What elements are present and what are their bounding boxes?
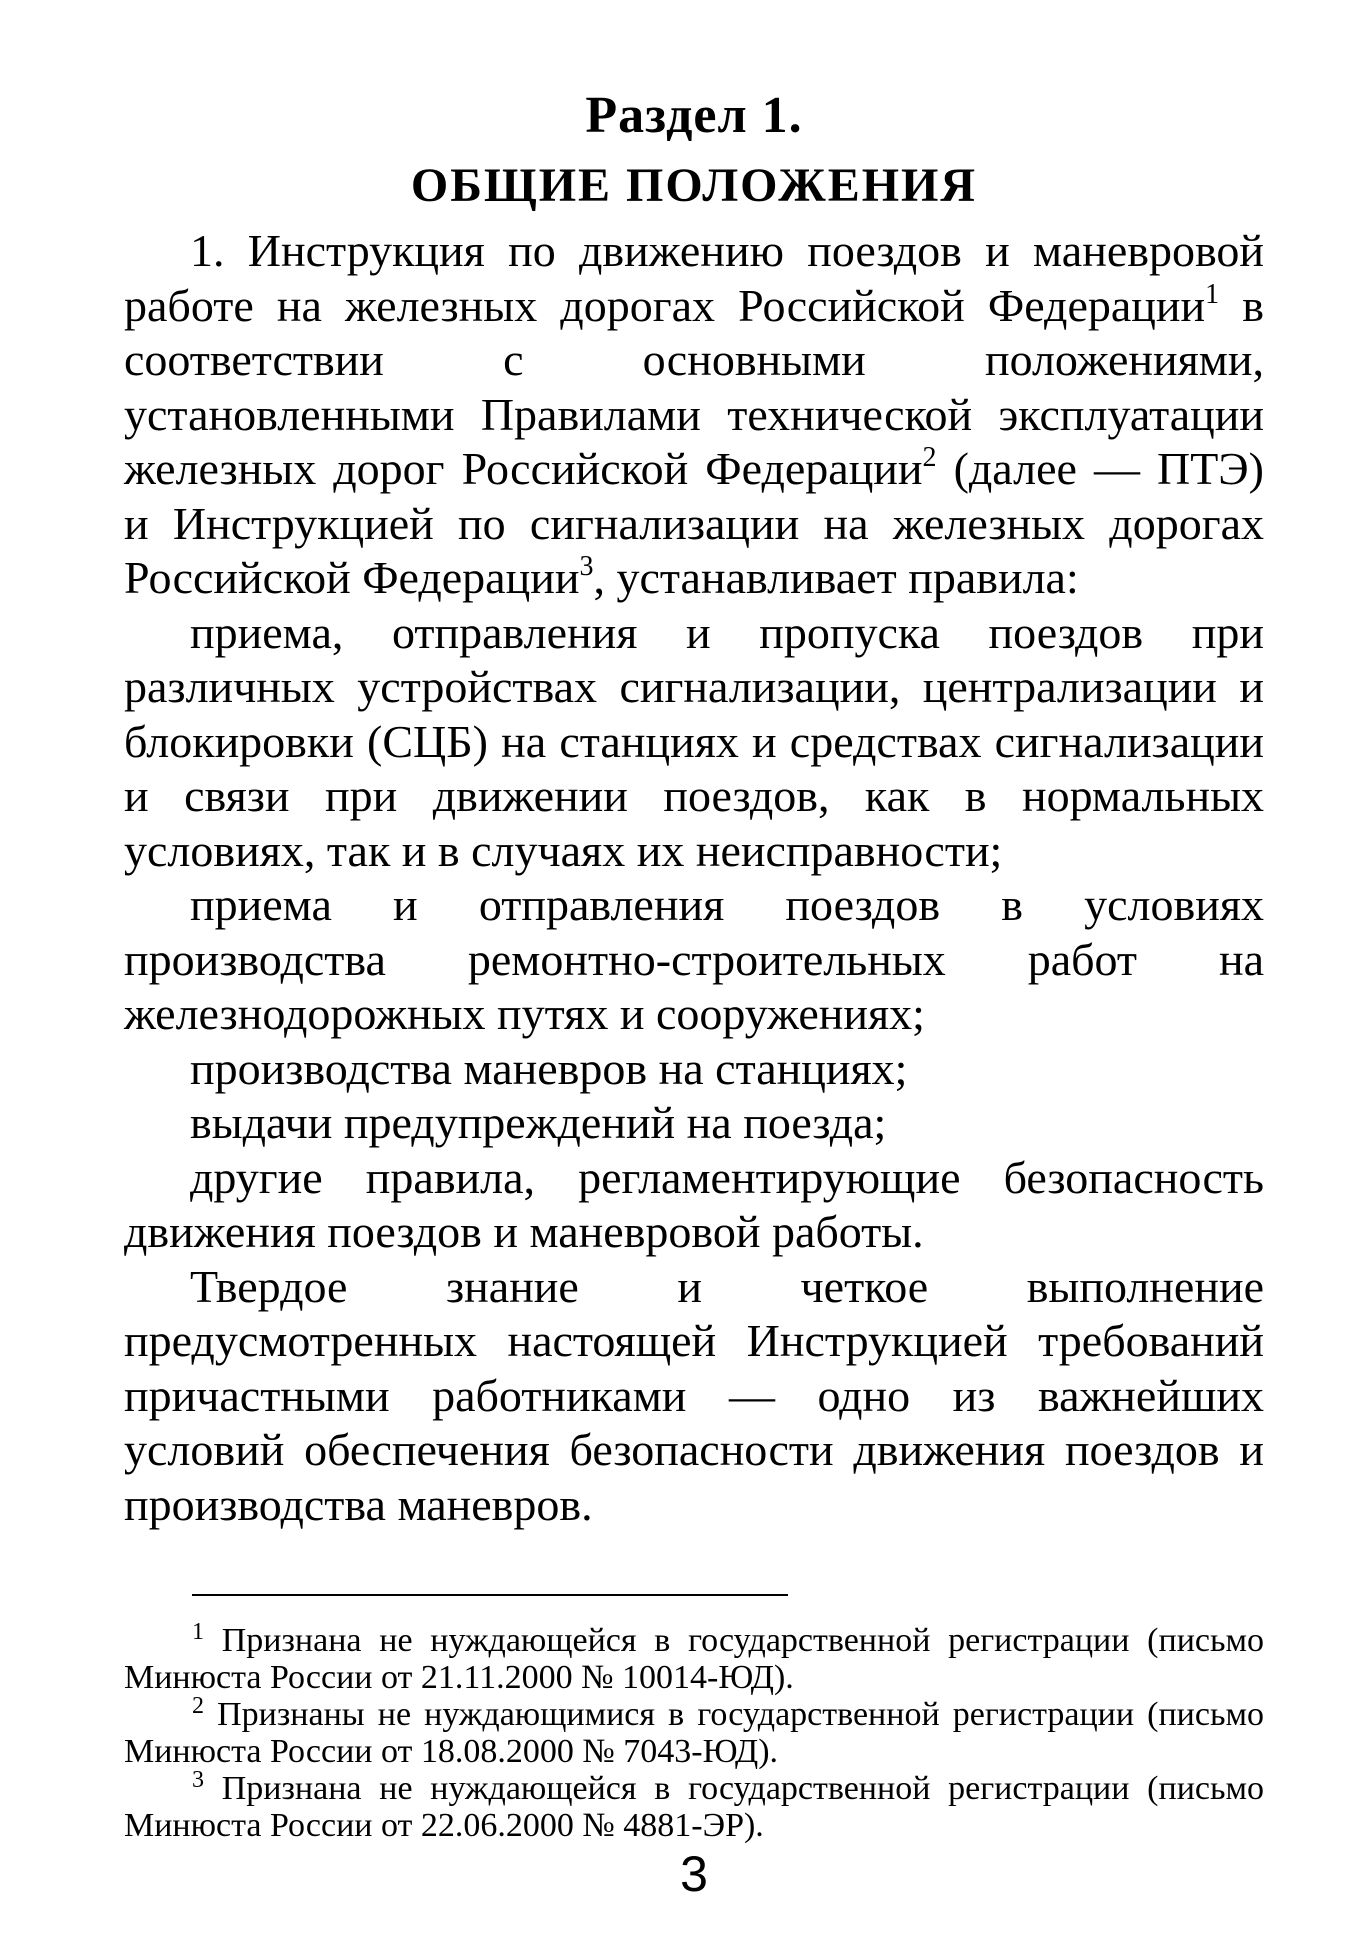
footnote-text: Признаны не нуждающимися в государственной регистрации (письмо Минюста России от 18.08.2000 № 7043-ЮД). bbox=[124, 1696, 1264, 1770]
intro-text-part2: в соответствии с основными положениями, установленными Правилами технической эксплуатации железных дорог Российской Федерации bbox=[124, 279, 1264, 494]
list-item: выдачи предупреждений на поезда; bbox=[190, 1097, 887, 1148]
list-item: другие правила, регламентирующие безопасность движения поездов и маневровой работы. bbox=[124, 1151, 1264, 1257]
closing-paragraph: Твердое знание и четкое выполнение предусмотренных настоящей Инструкцией требований причастными работниками — одно из важнейших условий обеспечения безопасности движения поездов и производства маневров. bbox=[124, 1260, 1264, 1530]
footnote-text: Признана не нуждающейся в государственной регистрации (письмо Минюста России от 22.06.2000 № 4881-ЭР). bbox=[124, 1770, 1264, 1844]
document-body bbox=[124, 224, 1264, 1532]
footnote-mark: 2 bbox=[192, 1693, 204, 1719]
list-item: производства маневров на станциях; bbox=[190, 1042, 908, 1094]
footnotes bbox=[124, 1619, 1264, 1844]
page-number: 3 bbox=[680, 1846, 708, 1902]
intro-text-part3: (далее — ПТЭ) и Инструкцией по сигнализации на железных дорогах Российской Федерации bbox=[124, 443, 1264, 603]
footnote-ref-1: 1 bbox=[1205, 278, 1220, 310]
footnote-text: Признана не нуждающейся в государственной регистрации (письмо Минюста России от 21.11.2000 № 10014-ЮД). bbox=[124, 1622, 1264, 1696]
footnote-mark: 3 bbox=[192, 1767, 204, 1793]
document-page bbox=[124, 84, 1264, 1902]
list-item: приема и отправления поездов в условиях производства ремонтно-строительных работ на железнодорожных путях и сооружениях; bbox=[124, 879, 1264, 1039]
intro-paragraph bbox=[124, 224, 1264, 606]
footnote-divider bbox=[192, 1594, 788, 1596]
footnote-ref-2: 2 bbox=[922, 442, 937, 473]
intro-text-part4: , устанавливает правила: bbox=[593, 552, 1079, 603]
footnote-2 bbox=[124, 1693, 1264, 1770]
footnote-mark: 1 bbox=[192, 1619, 204, 1645]
footnote-ref-3: 3 bbox=[579, 551, 594, 582]
section-label: Раздел 1. bbox=[585, 87, 803, 144]
section-title: ОБЩИЕ ПОЛОЖЕНИЯ bbox=[410, 159, 978, 212]
footnote-1 bbox=[124, 1619, 1264, 1696]
intro-text-part1: 1. Инструкция по движению поездов и маневровой работе на железных дорогах Российской Федерации bbox=[124, 225, 1264, 331]
footnote-3 bbox=[124, 1767, 1264, 1844]
list-item: приема, отправления и пропуска поездов при различных устройствах сигнализации, централизации и блокировки (СЦБ) на станциях и средствах сигнализации и связи при движении поездов, как в нормальных условиях, так и в случаях их неисправности; bbox=[124, 606, 1264, 876]
